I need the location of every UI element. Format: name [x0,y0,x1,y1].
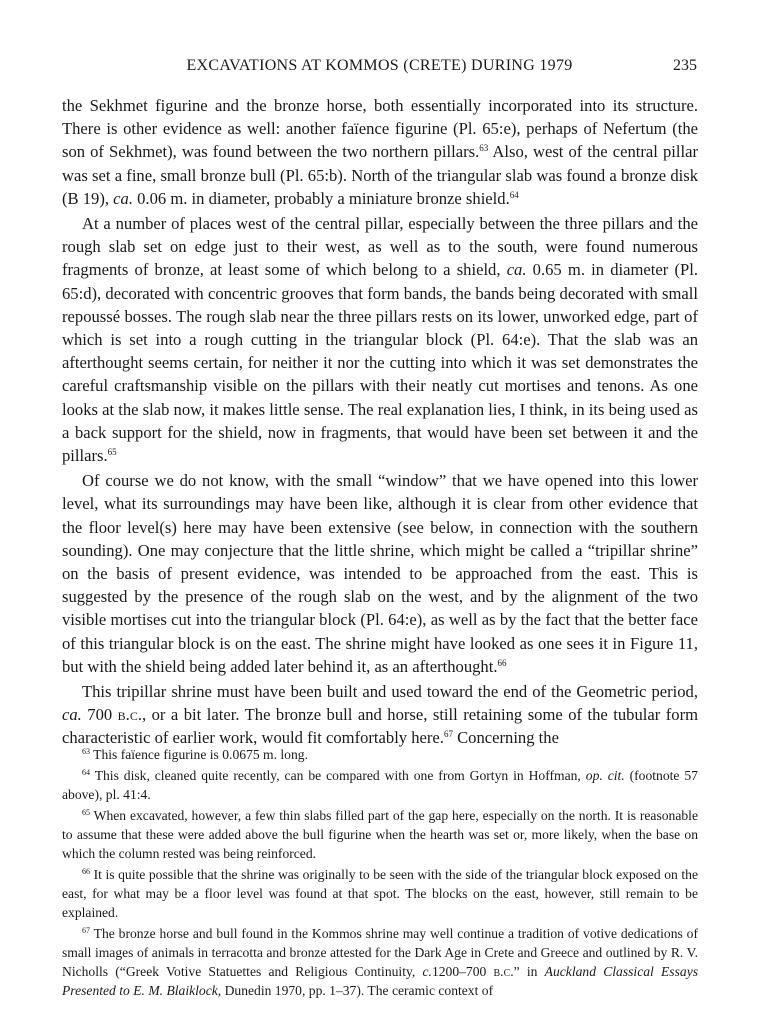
page-header [62,57,697,81]
footnotes [62,745,698,1002]
footnote-ref-63[interactable]: 63 [479,143,489,154]
footnote-ref-66[interactable]: 66 [497,657,507,668]
body-text [62,94,698,750]
footnote-63: $^{63}$ This faïence figurine is 0.0675 m. long. [82,747,308,762]
footnote-ref-67[interactable]: 67 [443,729,453,740]
footnote-64: $^{64}$ This disk, cleaned quite recently, can be compared with one from Gortyn in Hoffman, op. cit. (footnote 57 above), pl. 41:4. [62,768,698,802]
footnote-65: $^{65}$ When excavated, however, a few thin slabs filled part of the gap here, especially on the north. It is reasonable to assume that these were added above the bull figurine when the hearth was set or, more likely, when the base on which the column rested was being reinforced. [62,808,698,861]
footnote-ref-64[interactable]: 64 [509,189,519,200]
paragraph-2: At a number of places west of the central pillar, especially between the three pillars and the rough slab set on edge just to their west, as well as to the south, were found numerous fragments of bronze, at least some of which belong to a shield, ca. 0.65 m. in diameter (Pl. 65:d), decorated with concentric grooves that form bands, the bands being decorated with small repoussé bosses. The rough slab near the three pillars rests on its lower, unworked edge, part of which is set into a rough cutting in the triangular block (Pl. 64:e). That the slab was an afterthought seems certain, for neither it nor the cutting into which it was set demonstrates the careful craftsmanship visible on the pillars with their neatly cut mortises and tenons. As one looks at the slab now, it makes little sense. The real explanation lies, I think, in its being used as a back support for the shield, now in fragments, that would have been set between it and the pillars.$^{65}$ [62,214,698,466]
footnote-67: $^{67}$ The bronze horse and bull found in the Kommos shrine may well continue a tradition of votive dedications of small images of animals in terracotta and bronze attested for the Dark Age in Crete and Greece and outlined by R. V. Nicholls (“Greek Votive Statuettes and Religious Continuity, c.1200–700 b.c.” in Auckland Classical Essays Presented to E. M. Blaiklock, Dunedin 1970, pp. 1–37). The ceramic context of [62,926,699,998]
paragraph-3: Of course we do not know, with the small “window” that we have opened into this lower level, what its surroundings may have been like, although it is clear from other evidence that the floor level(s) here may have been extensive (see below, in connection with the southern sounding). One may conjecture that the little shrine, which might be called a “tripillar shrine” on the basis of present evidence, was intended to be approached from the east. This is suggested by the presence of the rough slab on the west, and by the alignment of the two visible mortises cut into the triangular block (Pl. 64:e), as well as by the fact that the better face of this triangular block is on the east. The shrine might have looked as one sees it in Figure 11, but with the shield being added later behind it, as an afterthought.$^{66}$ [62,471,698,676]
footnote-ref-65[interactable]: 65 [107,447,117,458]
paragraph-4: This tripillar shrine must have been built and used toward the end of the Geometric period, ca. 700 b.c., or a bit later. The bronze bull and horse, still retaining some of the tubular form characteristic of earlier work, would fit comfortably here.$^{67}$ Concerning the [62,682,699,748]
footnote-66: $^{66}$ It is quite possible that the shrine was originally to be seen with the side of the triangular block exposed on the east, for what may be a floor level was found at that spot. The blocks on the east, however, still remain to be explained. [62,867,698,920]
paragraph-1: the Sekhmet figurine and the bronze horse, both essentially incorporated into its structure. There is other evidence as well: another faïence figurine (Pl. 65:e), perhaps of Nefertum (the son of Sekhmet), was found between the two northern pillars.$^{63}$ Also, west of the central pillar was set a fine, small bronze bull (Pl. 65:b). North of the triangular slab was found a bronze disk (B 19), ca. 0.06 m. in diameter, probably a miniature bronze shield.$^{64}$ [62,96,698,208]
running-head: EXCAVATIONS AT KOMMOS (CRETE) DURING 1979 [186,57,573,74]
page-number: 235 [673,57,697,74]
